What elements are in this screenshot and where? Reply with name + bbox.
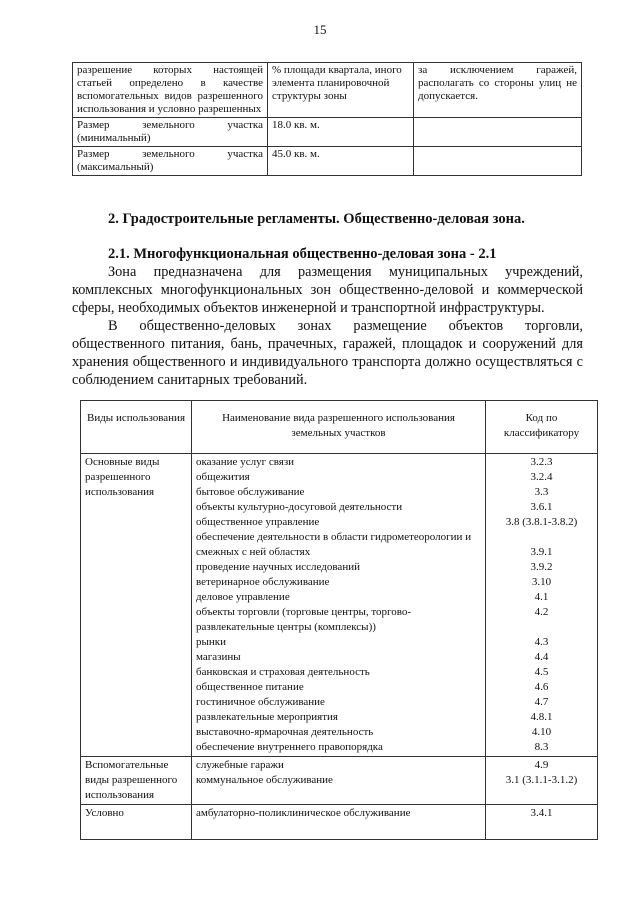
table-row: [73, 118, 582, 147]
permitted-uses-table: [80, 400, 598, 840]
column-header: Код по классификатору: [486, 401, 598, 454]
paragraph: Зона предназначена для размещения муниципальных учреждений, комплексных многофункциональных зон общественно-деловой и коммерческой сферы, необходимых объектов инженерной и транспортной инфраструктуры.: [72, 264, 583, 316]
use-codes: [486, 805, 598, 840]
use-code: 4.3: [534, 636, 549, 648]
table-cell: [414, 147, 582, 176]
use-code: 8.3: [534, 741, 549, 753]
column-header: Наименование вида разрешенного использования земельных участков: [192, 401, 486, 454]
use-code: 4.6: [534, 681, 549, 693]
table-row: [81, 757, 598, 805]
use-name: банковская и страховая деятельность: [196, 666, 370, 678]
paragraph: В общественно-деловых зонах размещение объектов торговли, общественного питания, бань, прачечных, гаражей, площадок и сооружений для хранения общественного и индивидуального транспорта должно осуществляться с соблюдением санитарных требований.: [72, 318, 583, 388]
table-row: [73, 147, 582, 176]
use-name: обеспечение внутреннего правопорядка: [196, 741, 383, 753]
use-code: 3.9.1: [530, 546, 553, 558]
use-name: рынки: [196, 636, 227, 648]
use-name: коммунальное обслуживание: [196, 774, 333, 786]
table-row: [73, 63, 582, 118]
parking-parameters-table: [72, 62, 582, 176]
use-name: оказание услуг связи: [196, 456, 295, 468]
use-name: общежития: [196, 471, 250, 483]
table-row: [81, 805, 598, 840]
use-category: Основные виды разрешенного использования: [81, 454, 192, 757]
use-name: развлекательные мероприятия: [196, 711, 338, 723]
use-codes: [486, 454, 598, 757]
use-names: [192, 805, 486, 840]
use-code: 3.1 (3.1.1-3.1.2): [505, 774, 578, 786]
table-cell: Размер земельного участка (максимальный): [73, 147, 268, 176]
table-cell: Размер земельного участка (минимальный): [73, 118, 268, 147]
section-heading: 2. Градостроительные регламенты. Общественно-деловая зона.: [108, 211, 525, 227]
page-number: 15: [313, 22, 327, 37]
use-name: обеспечение деятельности в области гидрометеорологии и смежных с ней областях: [196, 531, 472, 558]
use-code: 4.9: [534, 759, 549, 771]
spacer: [490, 530, 593, 545]
use-name: служебные гаражи: [196, 759, 284, 771]
use-names: [192, 757, 486, 805]
use-category: Вспомогательные виды разрешенного использования: [81, 757, 192, 805]
use-name: объекты торговли (торговые центры, торгово-развлекательные центры (комплексы)): [196, 606, 412, 633]
table-cell: % площади квартала, иного элемента планировочной структуры зоны: [268, 63, 414, 118]
table-row: [81, 454, 598, 757]
use-name: магазины: [196, 651, 241, 663]
use-code: 3.8 (3.8.1-3.8.2): [505, 516, 578, 528]
use-code: 4.1: [534, 591, 549, 603]
use-code: 4.4: [534, 651, 549, 663]
use-name: общественное управление: [196, 516, 320, 528]
use-code: 4.2: [534, 606, 549, 618]
use-name: гостиничное обслуживание: [196, 696, 325, 708]
use-code: 3.3: [534, 486, 549, 498]
use-code: 4.5: [534, 666, 549, 678]
table-cell: разрешение которых настоящей статьей определено в качестве вспомогательных видов разрешенного использования и условно разрешенных: [73, 63, 268, 118]
use-category: Условно: [81, 805, 192, 840]
use-names: [192, 454, 486, 757]
use-code: 3.9.2: [530, 561, 553, 573]
use-name: объекты культурно-досуговой деятельности: [196, 501, 403, 513]
use-code: 3.2.3: [530, 456, 553, 468]
use-name: амбулаторно-поликлиническое обслуживание: [196, 807, 411, 819]
use-code: 3.6.1: [530, 501, 553, 513]
column-header: Виды использования: [81, 401, 192, 454]
use-code: 3.4.1: [530, 807, 553, 819]
table-cell: [414, 118, 582, 147]
use-name: бытовое обслуживание: [196, 486, 305, 498]
spacer: [490, 620, 593, 635]
use-name: выставочно-ярмарочная деятельность: [196, 726, 374, 738]
table-cell: за исключением гаражей, располагать со стороны улиц не допускается.: [414, 63, 582, 118]
use-name: общественное питание: [196, 681, 304, 693]
use-name: проведение научных исследований: [196, 561, 360, 573]
use-code: 3.2.4: [530, 471, 553, 483]
use-code: 4.8.1: [530, 711, 553, 723]
table-cell: 45.0 кв. м.: [268, 147, 414, 176]
use-name: деловое управление: [196, 591, 290, 603]
use-code: 4.10: [531, 726, 552, 738]
use-codes: [486, 757, 598, 805]
use-name: ветеринарное обслуживание: [196, 576, 330, 588]
subsection-heading: 2.1. Многофункциональная общественно-деловая зона - 2.1: [108, 246, 497, 262]
table-header-row: [81, 401, 598, 454]
table-cell: 18.0 кв. м.: [268, 118, 414, 147]
use-code: 4.7: [534, 696, 549, 708]
use-code: 3.10: [531, 576, 552, 588]
